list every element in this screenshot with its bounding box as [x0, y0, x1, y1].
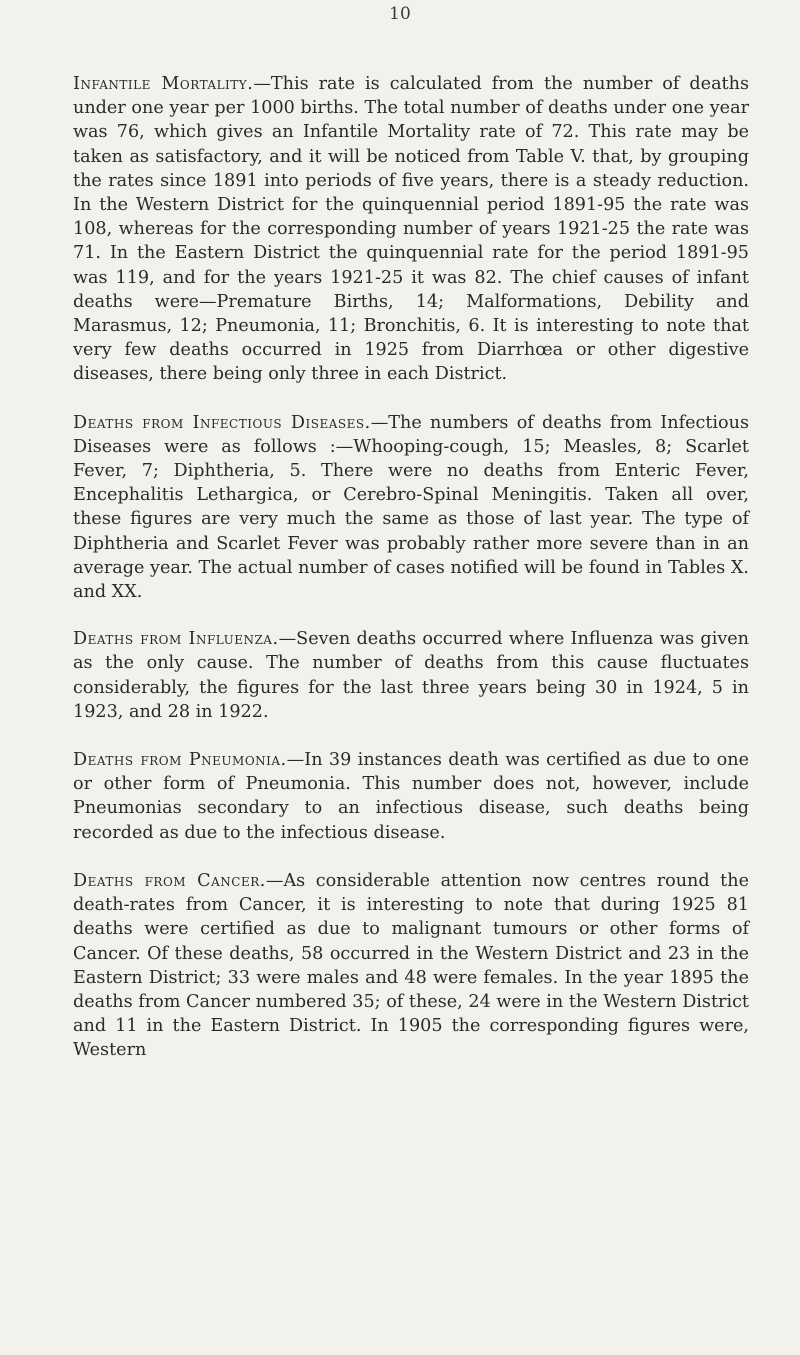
paragraph-text-influenza: —Seven deaths occurred where Influenza was given as the only cause. The number of deaths from this cause fluctuates considerably, the figures for the last three years being 30 in 1924, 5 in 1923, and 28 in 1922.	[73, 629, 749, 722]
paragraph-text-cancer: —As considerable attention now centres round the death-rates from Cancer, it is interesting to note that during 1925 81 deaths were certified as due to malignant tumours or other forms of Cancer. Of these deaths, 58 occurred in the Western District and 23 in the Eastern District; 33 were males and 48 were females. In the year 1895 the deaths from Cancer numbered 35; of these, 24 were in the Western District and 11 in the Eastern District. In 1905 the corresponding figures were, Western	[73, 870, 749, 1061]
paragraph-text-infectious-diseases: —The numbers of deaths from Infectious Diseases were as follows :—Whooping-cough, 15; Measles, 8; Scarlet Fever, 7; Diphtheria, 5. There were no deaths from Enteric Fever, Encephalitis Lethargica, or Cerebro-Spinal Meningitis. Taken all over, these figures are very much the same as those of last year. The type of Diphtheria and Scarlet Fever was probably rather more severe than in an average year. The actual number of cases notified will be found in Tables X. and XX.	[73, 412, 749, 603]
section-heading-infectious-diseases: Deaths from Infectious Diseases.	[73, 412, 371, 433]
section-heading-pneumonia: Deaths from Pneumonia.	[73, 750, 287, 771]
section-heading-cancer: Deaths from Cancer.	[73, 870, 266, 891]
paragraph-cancer	[73, 869, 749, 1063]
paragraph-text-infantile-mortality: —This rate is calculated from the number of deaths under one year per 1000 births. The total number of deaths under one year was 76, which gives an Infantile Mortality rate of 72. This rate may be taken as satisfactory, and it will be noticed from Table V. that, by grouping the rates since 1891 into periods of five years, there is a steady reduction. In the Western District for the quinquennial period 1891-95 the rate was 108, whereas for the corresponding number of years 1921-25 the rate was 71. In the Eastern District the quinquennial rate for the period 1891-95 was 119, and for the years 1921-25 it was 82. The chief causes of infant deaths were—Premature Births, 14; Malformations, Debility and Marasmus, 12; Pneumonia, 11; Bronchitis, 6. It is interesting to note that very few deaths occurred in 1925 from Diarrhœa or other digestive diseases, there being only three in each District.	[73, 74, 749, 385]
paragraph-infectious-diseases	[73, 411, 749, 605]
section-heading-infantile-mortality: Infantile Mortality.	[73, 74, 254, 94]
paragraph-text-pneumonia: —In 39 instances death was certified as due to one or other form of Pneumonia. This number does not, however, include Pneumonias secondary to an infectious disease, such deaths being recorded as due to the infectious disease.	[73, 750, 749, 843]
page-number: 10	[389, 4, 411, 24]
document-body	[73, 72, 749, 1085]
paragraph-influenza	[73, 627, 749, 724]
section-heading-influenza: Deaths from Influenza.	[73, 629, 279, 650]
paragraph-pneumonia	[73, 748, 749, 845]
paragraph-infantile-mortality	[73, 72, 749, 387]
